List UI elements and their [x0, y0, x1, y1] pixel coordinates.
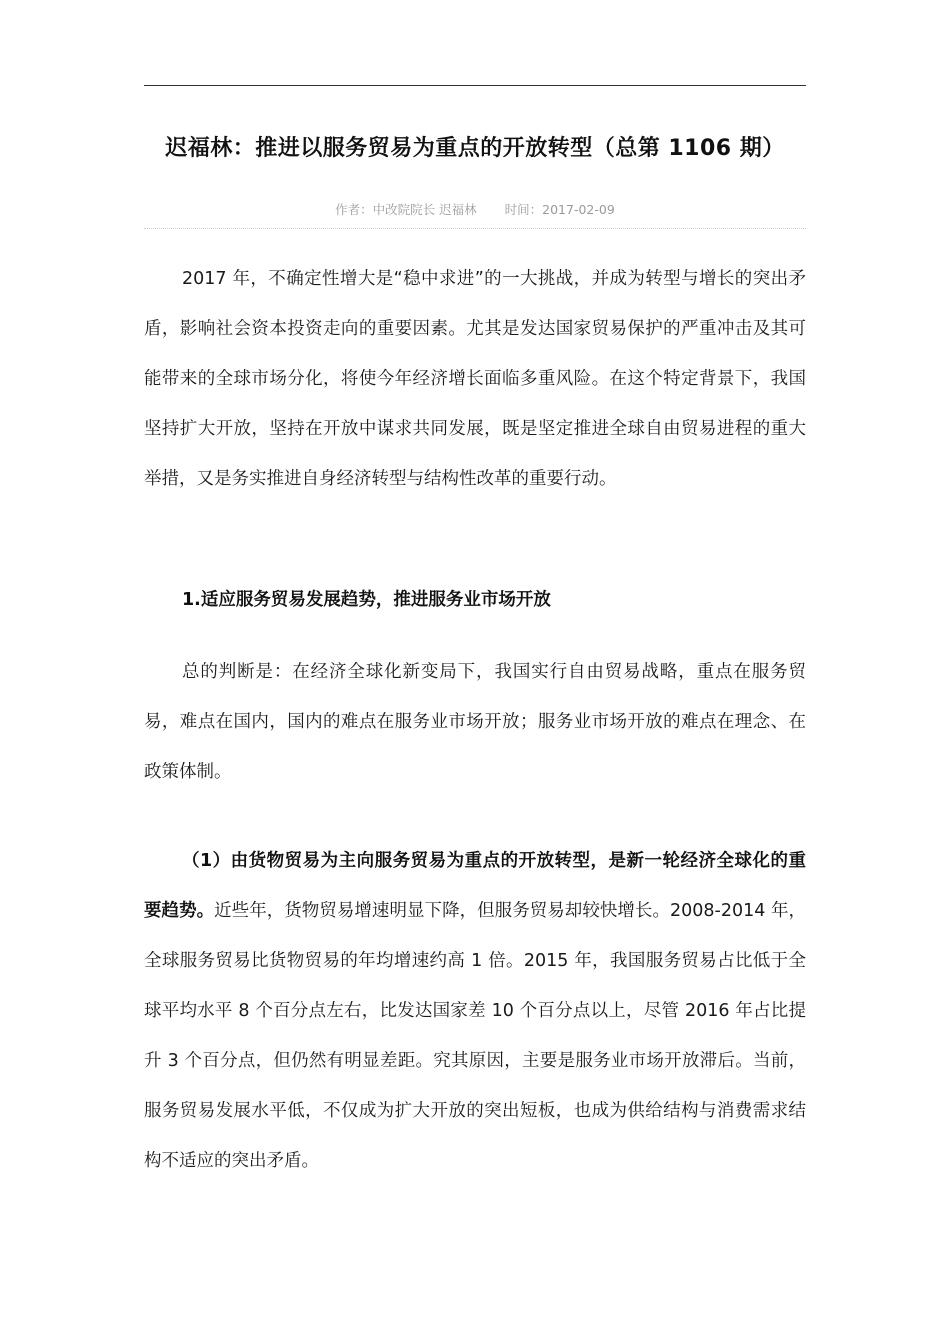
- section-heading: 1.适应服务贸易发展趋势，推进服务业市场开放: [182, 590, 551, 610]
- meta-divider: [144, 228, 806, 229]
- article-meta: [144, 200, 806, 218]
- point-paragraph: [144, 836, 806, 1186]
- point-lead: （1）由货物贸易为主向服务贸易为重点的开放转型，是新一轮经济全球化的重要趋势。: [144, 851, 806, 921]
- article-title: 迟福林：推进以服务贸易为重点的开放转型（总第 1106 期）: [165, 136, 785, 161]
- point-body: 近些年，货物贸易增速明显下降，但服务贸易却较快增长。2008-2014 年，全球服务贸易比货物贸易的年均增速约高 1 倍。2015 年，我国服务贸易占比低于全球平均水平 8 个百分点左右，比发达国家差 10 个百分点以上，尽管 2016 年占比提升 3 个百分点，但仍然有明显差距。究其原因，主要是服务业市场开放滞后。当前，服务贸易发展水平低，不仅成为扩大开放的突出短板，也成为供给结构与消费需求结构不适应的突出矛盾。: [144, 901, 807, 1171]
- author-line: 作者：中改院院长 迟福林: [335, 202, 477, 217]
- publish-time: 时间：2017-02-09: [504, 202, 615, 217]
- intro-paragraph: 2017 年，不确定性增大是“稳中求进”的一大挑战，并成为转型与增长的突出矛盾，影响社会资本投资走向的重要因素。尤其是发达国家贸易保护的严重冲击及其可能带来的全球市场分化，将使今年经济增长面临多重风险。在这个特定背景下，我国坚持扩大开放，坚持在开放中谋求共同发展，既是坚定推进全球自由贸易进程的重大举措，又是务实推进自身经济转型与结构性改革的重要行动。: [144, 269, 806, 489]
- top-divider: [144, 85, 806, 86]
- summary-paragraph: 总的判断是：在经济全球化新变局下，我国实行自由贸易战略，重点在服务贸易，难点在国内，国内的难点在服务业市场开放；服务业市场开放的难点在理念、在政策体制。: [144, 662, 806, 782]
